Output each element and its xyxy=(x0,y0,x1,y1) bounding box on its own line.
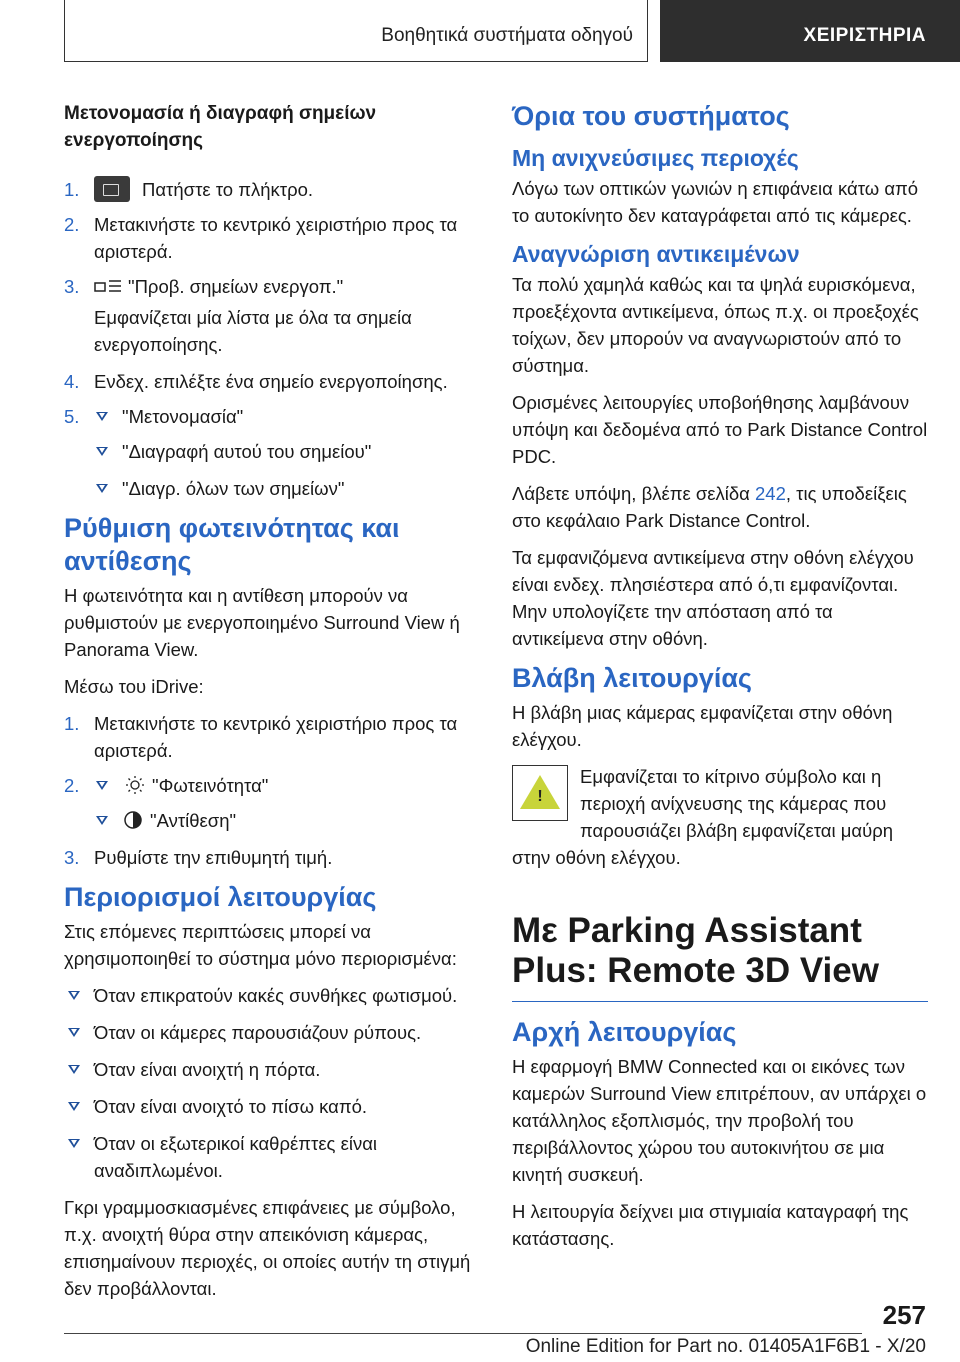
page-header xyxy=(64,0,960,64)
limits-heading: Περιορισμοί λειτουργίας xyxy=(64,882,377,912)
list-item: Όταν οι κάμερες παρουσιάζουν ρύπους. xyxy=(64,1019,476,1046)
page-number: 257 xyxy=(882,1300,926,1330)
list-item: 3. "Προβ. σημείων ενεργοπ." xyxy=(64,276,344,297)
blind-areas-heading: Μη ανιχνεύσιμες περιοχές xyxy=(512,145,799,171)
brightness-icon xyxy=(124,775,146,795)
fault-text-2: Εμφανίζεται το κίτρινο σύμβολο και η περιοχή ανίχνευσης της κάμερας που παρουσιάζει βλάβη εμφανίζεται μαύρη στην οθόνη ελέγχου. xyxy=(512,766,894,868)
list-item: 4. Ενδεχ. επιλέξτε ένα σημείο ενεργοποίησης. xyxy=(64,371,448,392)
warning-triangle-icon: ! xyxy=(512,765,568,821)
limits-intro: Στις επόμενες περιπτώσεις μπορεί να χρησιμοποιηθεί το σύστημα μόνο περιορισμένα: xyxy=(64,921,457,969)
remote-view-heading: Με Parking Assistant Plus: Remote 3D View xyxy=(512,911,879,990)
chapter-tab[interactable]: ΧΕΙΡΙΣΤΗΡΙΑ xyxy=(660,0,960,62)
brightness-via: Μέσω του iDrive: xyxy=(64,676,204,697)
bullet-icon xyxy=(96,447,108,456)
brightness-heading: Ρύθμιση φωτεινότητας και αντίθεσης xyxy=(64,513,400,576)
principle-text-2: Η λειτουργία δείχνει μια στιγμιαία καταγραφή της κατάστασης. xyxy=(512,1201,909,1249)
blind-areas-text: Λόγω των οπτικών γωνιών η επιφάνεια κάτω από το αυτοκίνητο δεν καταγράφεται από τις κάμερες. xyxy=(512,178,919,226)
section-title: Βοηθητικά συστήματα οδηγού xyxy=(64,0,648,62)
list-item: "Διαγρ. όλων των σημείων" xyxy=(64,475,476,502)
detection-text-3: Λάβετε υπόψη, βλέπε σελίδα 242, τις υποδείξεις στο κεφάλαιο Park Distance Control. xyxy=(512,483,907,531)
rename-steps xyxy=(64,176,476,300)
step5-options xyxy=(64,438,476,502)
list-item: Όταν είναι ανοιχτό το πίσω καπό. xyxy=(64,1093,476,1120)
bullet-icon xyxy=(68,1139,80,1148)
list-item: Όταν οι εξωτερικοί καθρέπτες είναι αναδιπλωμένοι. xyxy=(64,1130,476,1184)
list-item: 5. "Μετονομασία" xyxy=(64,406,244,427)
rename-steps-cont xyxy=(64,368,476,430)
limits-list xyxy=(64,982,476,1184)
fault-warning xyxy=(512,763,928,881)
brightness-steps xyxy=(64,710,476,799)
bullet-icon xyxy=(96,412,108,421)
step-note: Εμφανίζεται μία λίστα με όλα τα σημεία ενεργοποίησης. xyxy=(94,307,412,355)
bullet-icon xyxy=(68,1028,80,1037)
page-link[interactable]: 242 xyxy=(755,483,786,504)
list-item: 2. "Φωτεινότητα" xyxy=(64,775,269,796)
list-item: 1. Μετακινήστε το κεντρικό χειριστήριο προς τα αριστερά. xyxy=(64,713,458,761)
principle-text-1: Η εφαρμογή BMW Connected και οι εικόνες των καμερών Surround View επιτρέπουν, αν υπάρχει ο κατάλληλος εξοπλισμός, την προβολή του περιβάλλοντος χώρου του αυτοκινήτου σε μια κινητή συσκευή. xyxy=(512,1056,927,1185)
fault-text-1: Η βλάβη μιας κάμερας εμφανίζεται στην οθόνη ελέγχου. xyxy=(512,702,893,750)
fault-heading: Βλάβη λειτουργίας xyxy=(512,663,752,693)
system-limits-heading: Όρια του συστήματος xyxy=(512,101,790,131)
brightness-options xyxy=(64,807,476,834)
object-detection-heading: Αναγνώριση αντικειμένων xyxy=(512,241,800,267)
list-item: 1. Πατήστε το πλήκτρο. xyxy=(64,176,476,203)
list-item: Όταν επικρατούν κακές συνθήκες φωτισμού. xyxy=(64,982,476,1009)
heading-rule xyxy=(512,1001,928,1002)
detection-text-4: Τα εμφανιζόμενα αντικείμενα στην οθόνη ελέγχου είναι ενδεχ. πλησιέστερα από ό,τι εμφανίζονται. Μην υπολογίζετε την απόσταση από τα αντικείμενα στην οθόνη. xyxy=(512,547,914,649)
contrast-icon xyxy=(122,810,144,830)
bullet-icon xyxy=(96,781,108,790)
bullet-icon xyxy=(68,991,80,1000)
list-item: 2. Μετακινήστε το κεντρικό χειριστήριο προς τα αριστερά. xyxy=(64,214,458,262)
detection-text-2: Ορισμένες λειτουργίες υποβοήθησης λαμβάνουν υπόψη και δεδομένα από το Park Distance Control PDC. xyxy=(512,392,928,467)
footer-rule xyxy=(64,1333,862,1334)
bullet-icon xyxy=(96,484,108,493)
left-column xyxy=(64,100,476,1312)
brightness-steps-cont xyxy=(64,844,476,871)
list-item: "Διαγραφή αυτού του σημείου" xyxy=(64,438,476,465)
detection-text-1: Τα πολύ χαμηλά καθώς και τα ψηλά ευρισκόμενα, προεξέχοντα αντικείμενα, όπως π.χ. οι προεξοχές τοίχων, δεν μπορούν να αναγνωριστούν από το σύστημα. xyxy=(512,274,919,376)
principle-heading: Αρχή λειτουργίας xyxy=(512,1017,737,1047)
bullet-icon xyxy=(96,816,108,825)
list-item: "Αντίθεση" xyxy=(64,807,476,834)
edition-footer: Online Edition for Part no. 01405A1F6B1 - X/20 xyxy=(525,1336,926,1357)
list-item: Όταν είναι ανοιχτή η πόρτα. xyxy=(64,1056,476,1083)
limits-note: Γκρι γραμμοσκιασμένες επιφάνειες με σύμβολο, π.χ. ανοιχτή θύρα στην απεικόνιση κάμερας, επισημαίνουν περιοχές, οι οποίες αυτήν τη στιγμή δεν προβάλλονται. xyxy=(64,1197,471,1299)
list-item: 3. Ρυθμίστε την επιθυμητή τιμή. xyxy=(64,847,333,868)
activation-points-icon xyxy=(94,278,122,296)
bullet-icon xyxy=(68,1065,80,1074)
right-column xyxy=(512,100,928,1262)
camera-button-icon xyxy=(94,176,130,202)
bullet-icon xyxy=(68,1102,80,1111)
rename-heading: Μετονομασία ή διαγραφή σημείων ενεργοποίησης xyxy=(64,103,377,151)
brightness-intro: Η φωτεινότητα και η αντίθεση μπορούν να ρυθμιστούν με ενεργοποιημένο Surround View ή Panorama View. xyxy=(64,585,460,660)
